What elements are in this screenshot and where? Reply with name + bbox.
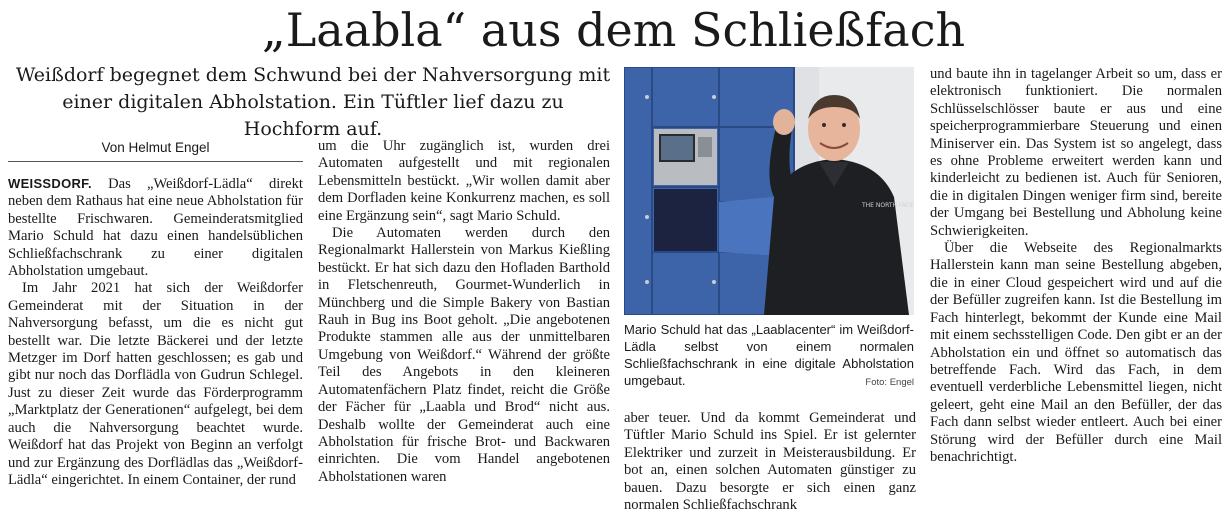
touch-screen — [660, 135, 694, 161]
article-column-3 — [624, 410, 916, 520]
paragraph: Im Jahr 2021 hat sich der Weißdorfer Gemeinderat mit der Situation in der Nahversorgung befasst, um die es nicht gut bestellt war. Die letzte Bäckerei und der letzte Metzger im Dorf hatten geschlossen; es gab und gibt nur noch das Dorflädla von Gudrun Schlegel. Just zu dieser Zeit wurde das Förderprogramm „Marktplatz der Generationen“ aufgelegt, bei dem auch die Nahversorgung beachtet wurde. Weißdorf hat das Projekt von Beginn an verfolgt und zur Ergänzung des Dorflädlas das „Weißdorf-Lädla“ eingerichtet. In einem Container, der rund — [8, 280, 303, 488]
byline: Von Helmut Engel — [8, 139, 303, 162]
paragraph: um die Uhr zugänglich ist, wurden drei Automaten aufgestellt und mit regionalen Lebensmitteln bestückt. „Wir wollen damit aber dem Dorfladen keine Konkurrenz machen, es soll eine Ergänzung sein“, sagt Mario Schuld. — [318, 138, 610, 224]
article-photo — [624, 67, 914, 315]
paragraph: aber teuer. Und da kommt Gemeinderat und Tüftler Mario Schuld ins Spiel. Er ist gelernter Elektriker und zurzeit in Meisterausbildung. Er bot an, einen solchen Automaten günstiger zu bauen. Dazu besorgte er sich einen ganz normalen Schließfachschrank — [624, 410, 916, 514]
photo-credit: Foto: Engel — [865, 377, 914, 388]
article-column-1 — [8, 175, 303, 520]
paragraph — [8, 175, 303, 280]
headline: „Laabla“ aus dem Schließfach — [261, 3, 966, 57]
paragraph: Die Automaten werden durch den Regionalmarkt Hallerstein von Markus Kießling bestückt. Er hat sich dazu den Hofladen Barthold in Fletschenreuth, Gourmet-Wunderlich in Münchberg und die Simple Bakery von Bastian Rauh in Bug ins Boot geholt. „Die angebotenen Produkte stammen alle aus der unmittelbaren Umgebung von Weißdorf.“ Während der größte Teil des Angebots in den kleineren Automatenfächern Platz findet, reicht die Größe der Fächer für „Laabla und Brod“ nicht aus. Deshalb wollte der Gemeinderat auch eine Abholstation für frische Brot- und Backwaren einrichten. Die vom Handel angebotenen Abholstationen waren — [318, 225, 610, 485]
photo-caption — [624, 321, 914, 391]
caption-text: Mario Schuld hat das „Laablacenter“ im Weißdorf-Lädla selbst von einem normalen Schließfachschrank in eine digitale Abholstation umgebaut. — [624, 322, 914, 388]
article-column-4 — [930, 66, 1222, 521]
paragraph: und baute ihn in tagelanger Arbeit so um, dass er elektronisch funktioniert. Die normalen Schlüsselschlösser baute er aus und eine speicherprogrammierbare Steuerung und einen Miniserver ein. Das System ist so angelegt, dass es ohne Probleme erweitert werden kann und kinderleicht zu bedienen ist. Auch für Senioren, die in digitalen Dingen weniger firm sind, bereite der Umgang bei Bestellung und Abholung keine Schwierigkeiten. — [930, 66, 1222, 239]
dateline: WEISSDORF. — [8, 176, 92, 191]
photo-locker-and-man — [624, 67, 914, 315]
paragraph-text: Das „Weißdorf-Lädla“ direkt neben dem Rathaus hat eine neue Abholstation für bestellte Frischwaren. Gemeinderatsmitglied Mario Schuld hat dazu einen handelsüblichen Schließfachschrank zu einer digitalen Abholstation umgebaut. — [8, 176, 303, 280]
paragraph: Über die Webseite des Regionalmarkts Hallerstein kann man seine Bestellung abgeben, die in einer Cloud gespeichert wird und auf die der Befüller zugreifen kann. Ist die Bestellung im Fach hinterlegt, bekommt der Kunde eine Mail mit einem sechsstelligen Code. Den gibt er an der Abholstation ein und öffnet so automatisch das betreffende Fach. Wird das Fach, in dem eventuell verderbliche Lebensmittel liegen, nicht geleert, geht eine Mail an den Befüller, der das Fach dann selbst wieder entleert. Auch bei einer Störung wird der Befüller durch eine Mail benachrichtigt. — [930, 240, 1222, 465]
jacket-logo-text: THE NORTH FACE — [862, 202, 914, 209]
subheadline: Weißdorf begegnet dem Schwund bei der Nahversorgung mit einer digitalen Abholstation. Ein Tüftler lief dazu zu Hochform auf. — [15, 64, 611, 140]
article-column-2 — [318, 138, 610, 520]
